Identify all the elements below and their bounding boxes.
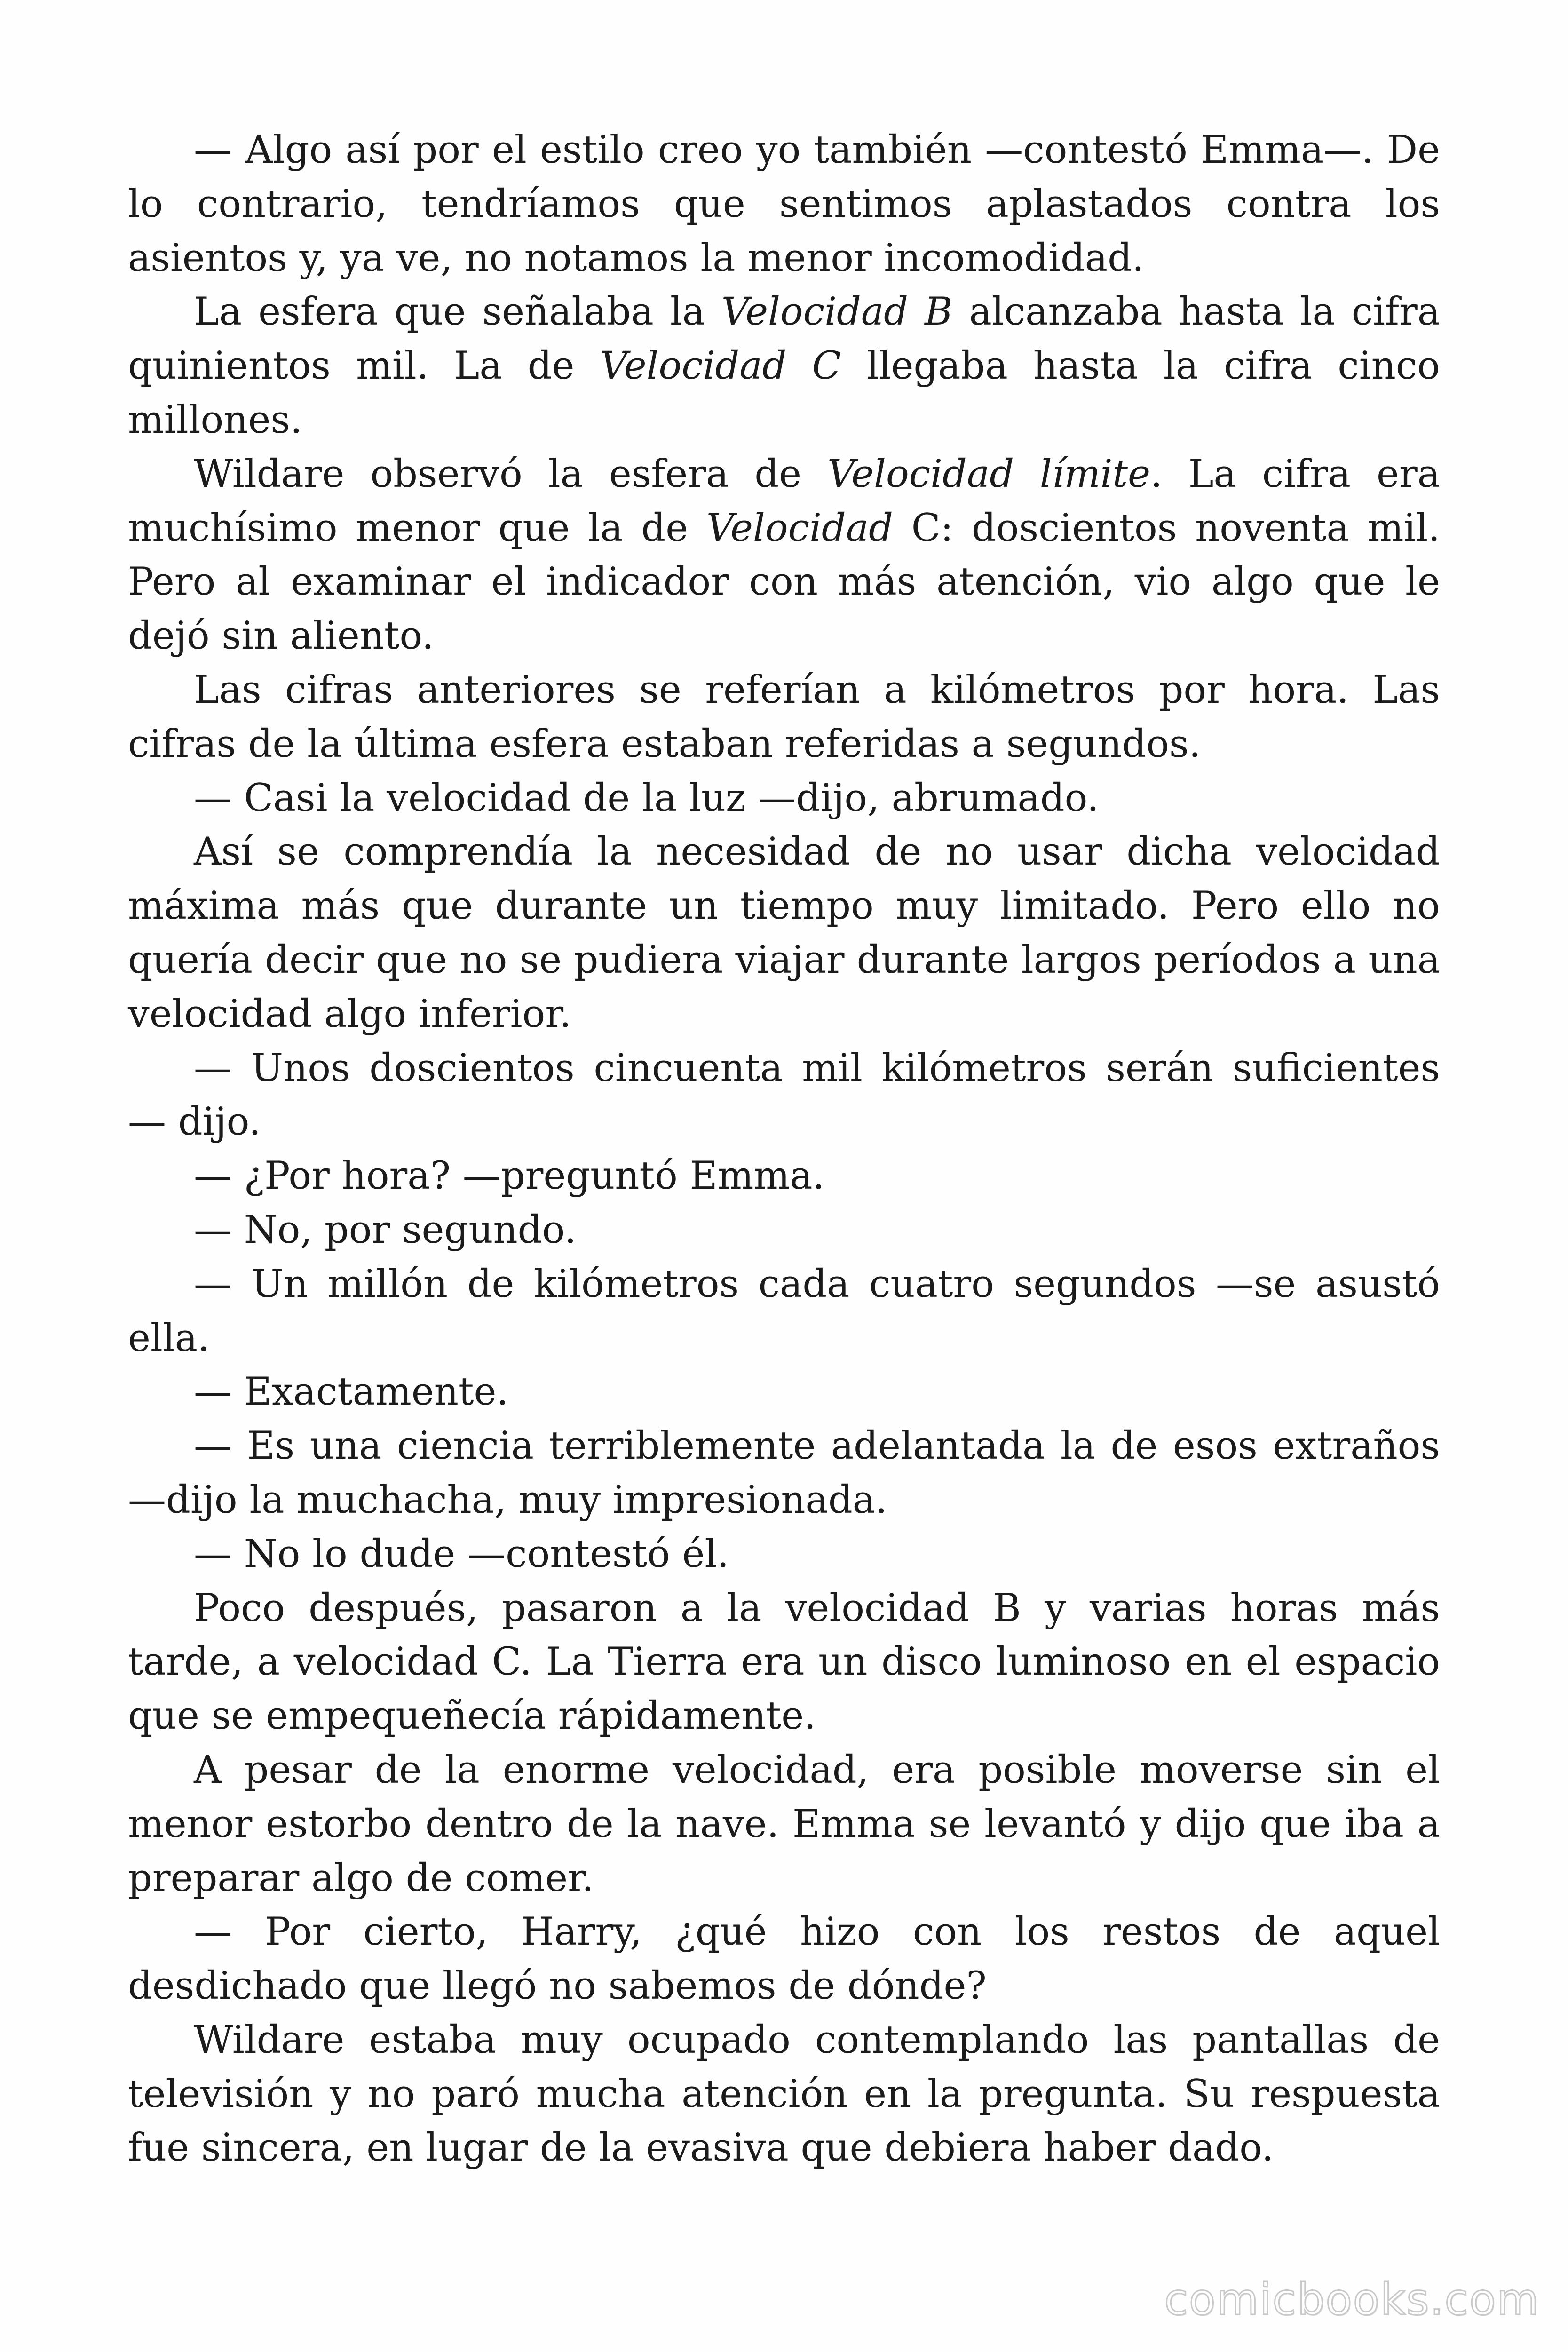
text-segment: Las cifras anteriores se referían a kilómetros por hora. Las cifras de la última esfera estaban referidas a segundos. xyxy=(128,667,1440,766)
text-segment: alcanzaba hasta la cifra quinientos mil. La de xyxy=(128,290,1441,389)
body-text xyxy=(128,123,1440,2175)
text-segment: Wildare observó la esfera de xyxy=(194,452,828,496)
text-segment: . La cifra era muchísimo menor que la de xyxy=(128,452,1440,550)
text-segment: Así se comprendía la necesidad de no usar dicha velocidad máxima más que durante un tiempo muy limitado. Pero ello no quería decir que no se pudiera viajar durante largos períodos a una velocidad algo inferior. xyxy=(128,830,1440,1036)
paragraph xyxy=(128,1581,1440,1743)
text-segment: Poco después, pasaron a la velocidad B y varias horas más tarde, a velocidad C. La Tierra era un disco luminoso en el espacio que se empequeñecía rápidamente. xyxy=(128,1586,1440,1739)
text-segment: C: doscientos noventa mil. Pero al examinar el indicador con más atención, vio algo que le dejó sin aliento. xyxy=(128,506,1440,659)
text-segment: — Un millón de kilómetros cada cuatro segundos —se asustó ella. xyxy=(128,1262,1440,1360)
paragraph xyxy=(128,771,1440,826)
paragraph xyxy=(128,663,1440,771)
text-segment: — Algo así por el estilo creo yo también —contestó Emma—. De lo contrario, tendríamos que sentimos aplastados contra los asientos y, ya ve, no notamos la menor incomodidad. xyxy=(128,128,1440,280)
paragraph xyxy=(128,1905,1440,2013)
italic-text: Velocidad límite xyxy=(827,452,1151,496)
italic-text: Velocidad C xyxy=(600,344,841,389)
paragraph xyxy=(128,447,1440,663)
paragraph xyxy=(128,1149,1440,1203)
paragraph xyxy=(128,1743,1440,1905)
text-segment: Wildare estaba muy ocupado contemplando las pantallas de televisión y no paró mucha atención en la pregunta. Su respuesta fue sincera, en lugar de la evasiva que debiera haber dado. xyxy=(128,2018,1440,2170)
paragraph xyxy=(128,2013,1440,2175)
italic-text: Velocidad B xyxy=(721,290,953,334)
text-segment: — No lo dude —contestó él. xyxy=(194,1532,729,1576)
text-segment: A pesar de la enorme velocidad, era posible moverse sin el menor estorbo dentro de la nave. Emma se levantó y dijo que iba a preparar algo de comer. xyxy=(128,1748,1440,1900)
paragraph xyxy=(128,1365,1440,1419)
text-segment: — Casi la velocidad de la luz —dijo, abrumado. xyxy=(194,776,1099,820)
paragraph xyxy=(128,123,1440,285)
text-segment: — Unos doscientos cincuenta mil kilómetros serán suficientes — dijo. xyxy=(128,1046,1440,1144)
text-segment: — Exactamente. xyxy=(194,1370,509,1414)
text-segment: — Es una ciencia terriblemente adelantada la de esos extraños —dijo la muchacha, muy impresionada. xyxy=(128,1424,1440,1522)
text-segment: llegaba hasta la cifra cinco millones. xyxy=(128,344,1441,442)
text-segment: — No, por segundo. xyxy=(194,1208,577,1252)
paragraph xyxy=(128,1419,1440,1527)
watermark: comicbooks.com xyxy=(1164,2274,1540,2325)
text-segment: — ¿Por hora? —preguntó Emma. xyxy=(194,1154,825,1199)
text-segment: — Por cierto, Harry, ¿qué hizo con los restos de aquel desdichado que llegó no sabemos de dónde? xyxy=(128,1910,1440,2009)
paragraph xyxy=(128,1257,1440,1366)
paragraph xyxy=(128,825,1440,1041)
paragraph xyxy=(128,1527,1440,1581)
italic-text: Velocidad xyxy=(706,506,893,550)
paragraph xyxy=(128,1203,1440,1257)
paragraph xyxy=(128,1041,1440,1150)
paragraph xyxy=(128,285,1440,447)
text-segment: La esfera que señalaba la xyxy=(194,290,722,334)
